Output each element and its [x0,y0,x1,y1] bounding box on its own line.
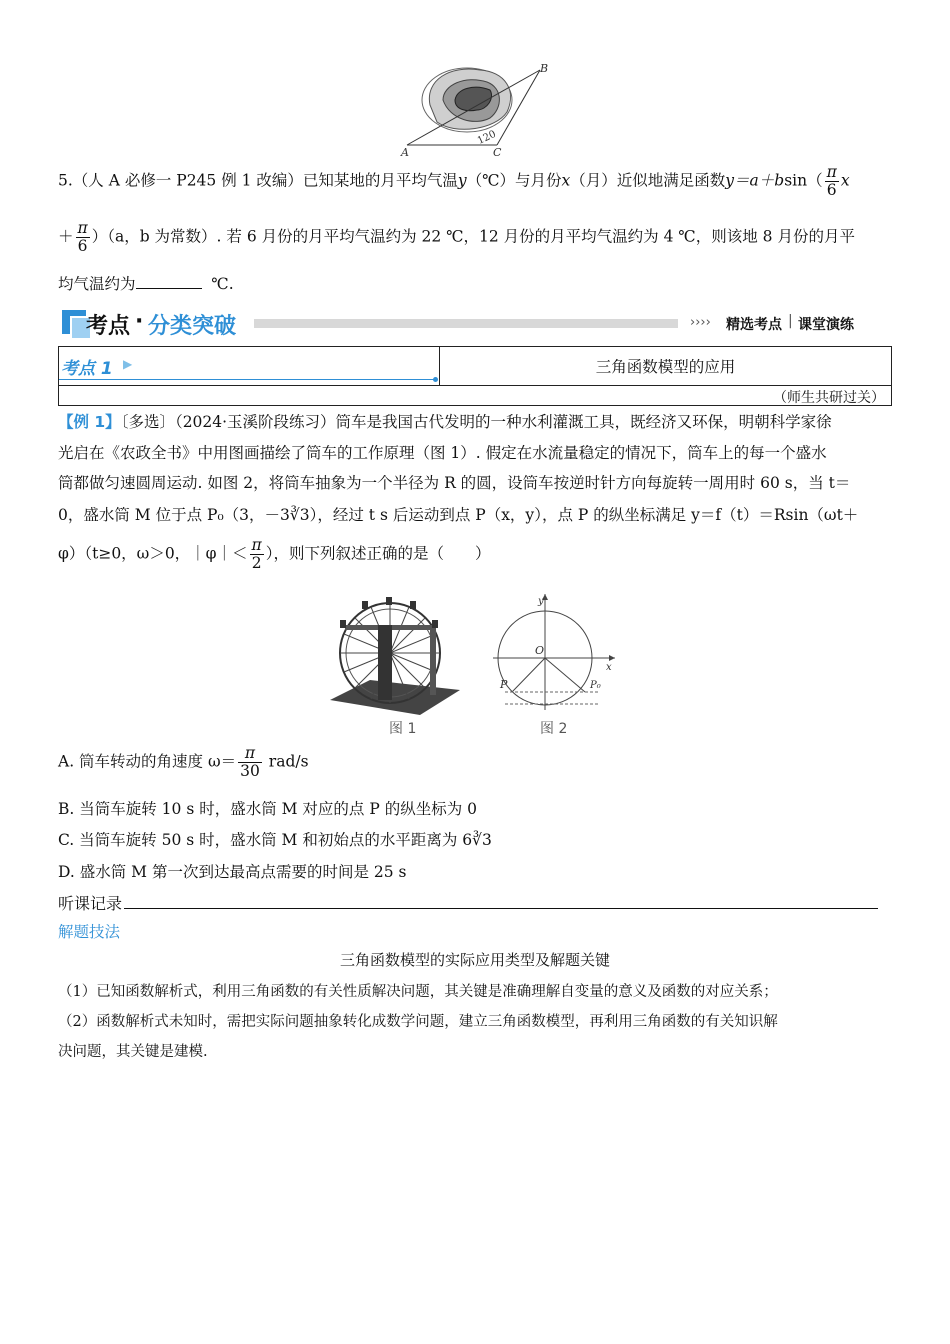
q5-plus: ＋ [58,227,74,246]
kp-underline [59,379,435,380]
kp-arrow-icon: ▶ [123,357,133,371]
banner-title-b: 分类突破 [148,314,237,339]
fraction-numerator: π [826,163,837,181]
q5-line3 [58,272,234,294]
kp-title: 三角函数模型的应用 [595,358,736,376]
q5-equation: y＝a＋b [725,171,785,190]
option-a-text: A. 筒车转动的角速度 ω＝ [58,752,237,771]
option-b-text: B. 当筒车旋转 10 s 时，盛水筒 M 对应的点 P 的纵坐标为 0 [58,800,478,818]
q5-fraction [825,164,839,199]
banner-stripe [254,319,678,328]
q5-line2 [58,220,855,255]
banner-sep: | [788,313,793,329]
fig1-caption: 图 1 [389,721,417,737]
q5-unit: ℃. [211,275,234,293]
fig2-caption: 图 2 [540,721,568,737]
option-d-text: D. 盛水筒 M 第一次到达最高点需要的时间是 25 s [58,863,407,881]
label-120: 120 [475,128,498,147]
axis-x-label: x [606,662,612,673]
fraction-denominator: 6 [77,237,88,256]
ex1-text: 光启在《农政全书》中用图画描绘了筒车的工作原理（图 1）. 假定在水流量稳定的情况下，筒车上的每一个盛水 [58,444,827,462]
kp-divider [59,385,891,386]
label-a: A [401,146,409,159]
label-b: B [540,62,549,75]
ex1-line5 [58,537,491,572]
fraction-denominator: 30 [240,762,260,781]
summary-p1: （1）已知函数解析式，利用三角函数的有关性质解决问题，其关键是准确理解自变量的意义及函数的对应关系； [58,984,778,1000]
q5-text: ）（a，b 为常数）. 若 6 月份的月平均气温约为 22 ℃，12 月份的月平均气温约为 4 ℃，则该地 8 月份的月平 [91,227,855,246]
q5-text: 5.（人 A 必修一 P245 例 1 改编）已知某地的月平均气温 [58,171,458,190]
circle-diagram [490,592,620,712]
record-label: 听课记录 [58,894,123,913]
ex1-text: 〔多选〕（2024·玉溪阶段练习）筒车是我国古代发明的一种水利灌溉工具，既经济又环保，明朝科学家徐 [120,413,832,431]
banner-dot: · [135,309,144,334]
kp-tag-cell [59,347,440,385]
kp-tag: 考点 1 [61,359,113,379]
waterwheel-figure [330,595,470,720]
banner-right-a: 精选考点 [726,317,782,333]
answer-blank[interactable] [136,274,202,289]
q5-text: （月）近似地满足函数 [570,171,726,190]
origin-label: O [535,644,545,657]
kp-table [58,346,892,406]
summary-title: 三角函数模型的实际应用类型及解题关键 [339,951,610,969]
axis-y-label: y [538,596,544,607]
option-a[interactable] [58,745,309,780]
fraction-denominator: 2 [251,554,262,573]
example-tag: 【例 1】 [58,413,121,431]
q5-var-y: y [457,171,467,190]
option-b[interactable] [58,797,477,819]
technique-label: 解题技法 [58,923,121,941]
option-c[interactable] [58,828,492,850]
ex1-line3 [58,471,850,493]
ex1-text: φ）（t≥0，ω＞0，｜φ｜＜ [58,544,248,563]
ex1-text: ），则下列叙述正确的是（ ） [265,544,491,563]
point-p-label: P [500,678,508,691]
q5-text: 均气温约为 [58,275,136,293]
fraction-numerator: π [77,219,88,237]
q5-fraction-2 [76,220,90,255]
option-d[interactable] [58,860,407,882]
contour-figure [395,60,555,160]
point-p0-label: P₀ [590,680,601,691]
fraction-numerator: π [251,536,262,554]
ex1-text: 0，盛水筒 M 位于点 P₀（3，－3∛3），经过 t s 后运动到点 P（x，y），点 P 的纵坐标满足 y＝f（t）＝Rsin（ωt＋ [58,506,859,524]
banner-arrows: ›››› [690,315,711,330]
ex1-line1 [58,410,832,432]
kp-dot [433,377,438,382]
ex1-text: 筒都做匀速圆周运动. 如图 2，将筒车抽象为一个半径为 R 的圆，设筒车按逆时针方向每旋转一周用时 60 s，当 t＝ [58,474,851,492]
q5-sin: sin（ [784,171,823,190]
fraction-numerator: π [238,745,262,763]
record-line[interactable] [124,908,878,909]
ex1-line4 [58,503,858,525]
ex1-fraction [250,537,264,572]
banner-right-b: 课堂演练 [798,317,854,333]
banner-title-a: 考点 [86,314,131,339]
q5-line1 [58,164,850,199]
q5-text: （℃）与月份 [466,171,562,190]
option-a-unit: rad/s [268,752,309,771]
q5-var-x2: x [840,171,850,190]
option-c-text: C. 当筒车旋转 50 s 时，盛水筒 M 和初始点的水平距离为 6∛3 [58,831,492,849]
label-c: C [493,146,502,159]
summary-p2a: （2）函数解析式未知时，需把实际问题抽象转化成数学问题，建立三角函数模型，再利用三角函数的有关知识解 [58,1014,778,1030]
section-banner [58,306,890,342]
summary-p2b: 决问题，其关键是建模. [58,1044,208,1060]
kp-title-cell [440,347,891,385]
fraction-denominator: 6 [826,181,837,200]
option-a-fraction [238,745,262,780]
kp-note: （师生共研过关） [773,390,885,406]
ex1-line2 [58,441,827,463]
q5-var-x: x [561,171,571,190]
